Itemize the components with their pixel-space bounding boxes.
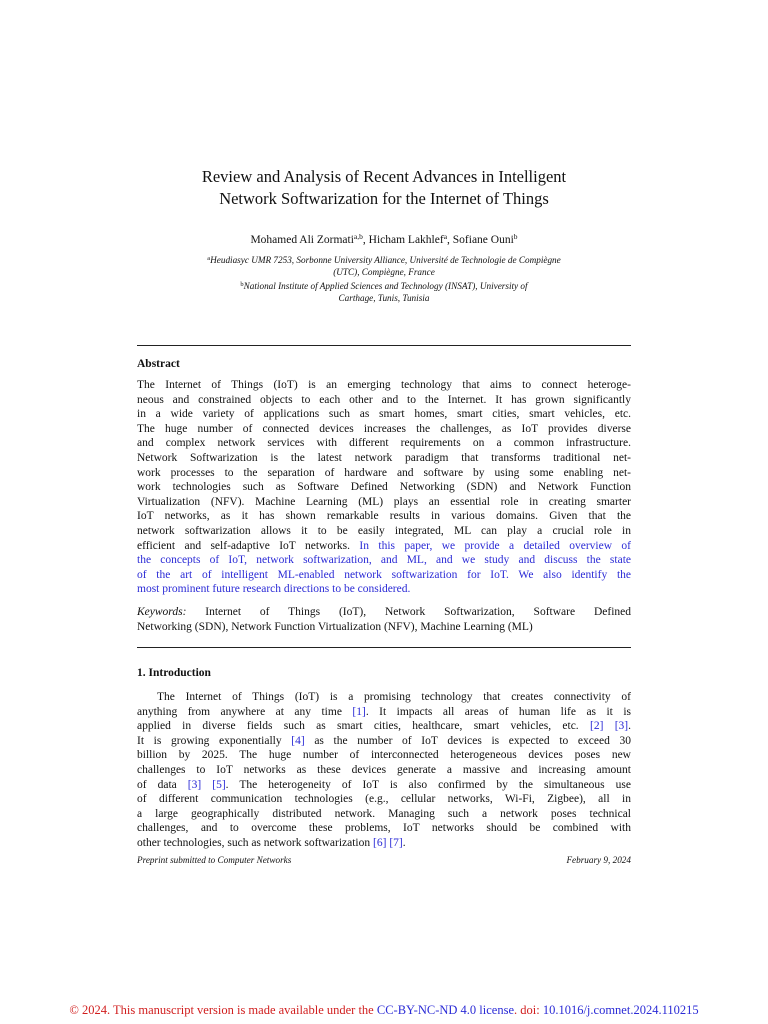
abstract-top-rule	[137, 345, 631, 346]
intro-text: .	[628, 720, 632, 733]
abstract-line	[137, 495, 631, 510]
intro-line	[137, 734, 631, 749]
license-doi-label: . doi:	[514, 1003, 543, 1017]
abstract-line	[137, 568, 631, 583]
intro-text: challenges, and to overcome these problems, IoT networks should be combined with	[137, 822, 631, 835]
citation-link[interactable]: [2]	[589, 720, 604, 733]
intro-text: The Internet of Things (IoT) is a promising technology that creates connectivity of	[157, 691, 631, 703]
author-name: Hicham Lakhlef	[368, 234, 444, 246]
intro-line	[137, 748, 631, 763]
intro-text: of data	[137, 778, 188, 791]
intro-line	[137, 690, 631, 705]
abstract-line	[137, 553, 631, 568]
affil-mark: b	[240, 280, 244, 288]
author-affil-mark[interactable]: a	[443, 232, 448, 241]
intro-text: .	[402, 836, 406, 849]
title-line-2: Network Softwarization for the Internet of Things	[219, 189, 549, 208]
abstract-text: work technologies such as Software Defined Networking (SDN) and Network Function	[137, 481, 631, 494]
introduction-body	[137, 690, 631, 851]
citation-link[interactable]: [1]	[352, 705, 366, 718]
intro-line	[137, 836, 631, 851]
abstract-highlight-text: of the art of intelligent ML-enabled network softwarization for IoT. We also identify the	[137, 568, 631, 581]
affiliation-a-cont: (UTC), Compiègne, France	[333, 267, 435, 278]
intro-text: other technologies, such as network softwarization	[137, 836, 374, 849]
license-link[interactable]: CC-BY-NC-ND 4.0 license	[376, 1003, 514, 1017]
abstract-line	[137, 466, 631, 481]
author-name: Mohamed Ali Zormati	[250, 234, 354, 246]
abstract-highlight-text: most prominent future research directions to be considered.	[137, 583, 411, 596]
affil-text: Heudiasyc UMR 7253, Sorbonne University Alliance, Université de Technologie de Compiègne	[210, 255, 561, 265]
abstract-text: efficient and self-adaptive IoT networks.	[137, 539, 360, 552]
abstract-line	[137, 451, 631, 466]
abstract-text: The Internet of Things (IoT) is an emerging technology that aims to connect heteroge-	[137, 379, 631, 391]
intro-text: It is growing exponentially	[137, 734, 292, 747]
abstract-line	[137, 582, 631, 597]
abstract-line	[137, 524, 631, 539]
intro-text	[603, 720, 614, 732]
intro-line	[137, 821, 631, 836]
doi-link[interactable]: 10.1016/j.comnet.2024.110215	[542, 1003, 699, 1017]
abstract-text: in a wide variety of applications such as smart homes, smart cities, smart vehicles, etc.	[137, 408, 631, 421]
author-name: Sofiane Ouni	[452, 234, 514, 246]
abstract-highlight-text: In this paper, we provide a detailed overview of	[359, 539, 631, 552]
abstract-line	[137, 436, 631, 451]
keywords-text: Internet of Things (IoT), Network Softwarization, Software Defined	[186, 606, 631, 618]
abstract-text: and complex network services with different requirements on a common infrastructure.	[137, 437, 631, 450]
abstract-text: Virtualization (NFV). Machine Learning (ML) plays an essential role in creating smarter	[137, 495, 631, 508]
license-text: © 2024. This manuscript version is made available under the	[69, 1003, 377, 1017]
abstract-text: IoT networks, as it has shown remarkable results in various domains. Given that the	[137, 510, 631, 523]
abstract-text: network softwarization allows it to be easily integrated, ML can play a crucial role in	[137, 524, 631, 537]
abstract-line	[137, 480, 631, 495]
keywords-label: Keywords:	[137, 606, 187, 618]
citation-link[interactable]: [7]	[389, 836, 403, 849]
author-affil-mark[interactable]: b	[513, 232, 518, 241]
intro-text: challenges to IoT networks as these devices generate a massive and increasing amount	[137, 763, 631, 776]
affil-mark: a	[207, 255, 211, 262]
intro-text	[201, 779, 212, 791]
page-footer	[137, 855, 631, 865]
intro-line	[137, 807, 631, 822]
author-separator: ,	[362, 234, 369, 246]
abstract-line	[137, 393, 631, 408]
keywords-line	[137, 605, 631, 620]
affiliation-b-cont: Carthage, Tunis, Tunisia	[338, 293, 430, 304]
abstract-highlight-text: the concepts of IoT, network softwarization, and ML, and we study and discuss the state	[137, 554, 631, 567]
footer-journal: Preprint submitted to Computer Networks	[137, 855, 292, 865]
intro-text: . The heterogeneity of IoT is also confirmed by the simultaneous use	[225, 778, 632, 791]
license-notice	[0, 1003, 768, 1018]
keywords	[137, 605, 631, 634]
citation-link[interactable]: [3]	[614, 720, 629, 733]
section-heading-introduction: 1. Introduction	[137, 667, 211, 679]
intro-text: as the number of IoT devices is expected to exceed 30	[304, 734, 631, 747]
abstract-body	[137, 378, 631, 597]
intro-text: of different communication technologies (e.g., cellular networks, Wi-Fi, Zigbee), all in	[137, 793, 631, 806]
affiliations	[0, 253, 768, 305]
intro-text: anything from anywhere at any time	[137, 705, 353, 718]
citation-link[interactable]: [6]	[373, 836, 387, 849]
abstract-line	[137, 422, 631, 437]
abstract-line	[137, 378, 631, 393]
footer-date: February 9, 2024	[566, 855, 631, 865]
citation-link[interactable]: [3]	[187, 778, 202, 791]
intro-text: billion by 2025. The huge number of interconnected heterogeneous devices poses new	[137, 749, 631, 762]
intro-text: a large geographically distributed network. Managing such a network poses technical	[137, 807, 631, 820]
abstract-bottom-rule	[137, 647, 631, 648]
abstract-text: work processes to the separation of hardware and software by using some enabling net-	[137, 466, 631, 479]
affiliation-a	[0, 253, 768, 266]
intro-line	[137, 763, 631, 778]
abstract-line	[137, 509, 631, 524]
author-list	[0, 230, 768, 247]
author-separator: ,	[447, 234, 453, 246]
abstract-heading: Abstract	[137, 358, 180, 370]
intro-line	[137, 705, 631, 720]
abstract-line	[137, 407, 631, 422]
intro-line	[137, 778, 631, 793]
abstract-text: neous and constrained objects to each other and to the Internet. It has grown significantly	[137, 393, 631, 406]
title-line-1: Review and Analysis of Recent Advances in Intelligent	[201, 167, 567, 186]
affil-text: National Institute of Applied Sciences and Technology (INSAT), University of	[243, 280, 528, 291]
citation-link[interactable]: [5]	[212, 778, 226, 791]
intro-line	[137, 719, 631, 734]
paper-title	[0, 166, 768, 210]
affiliation-b	[0, 279, 768, 292]
abstract-text: The huge number of connected devices increases the challenges, as IoT provides diverse	[137, 422, 631, 435]
intro-text: applied in diverse fields such as smart cities, healthcare, smart vehicles, etc.	[137, 720, 590, 733]
citation-link[interactable]: [4]	[291, 734, 305, 747]
intro-line	[137, 792, 631, 807]
keywords-line: Networking (SDN), Network Function Virtualization (NFV), Machine Learning (ML)	[137, 620, 533, 633]
abstract-line	[137, 539, 631, 554]
author-affil-mark[interactable]: a,b	[353, 232, 363, 241]
abstract-text: Network Softwarization is the latest network paradigm that transforms traditional net-	[137, 451, 631, 464]
intro-text: . It impacts all areas of human life as it is	[365, 705, 632, 718]
